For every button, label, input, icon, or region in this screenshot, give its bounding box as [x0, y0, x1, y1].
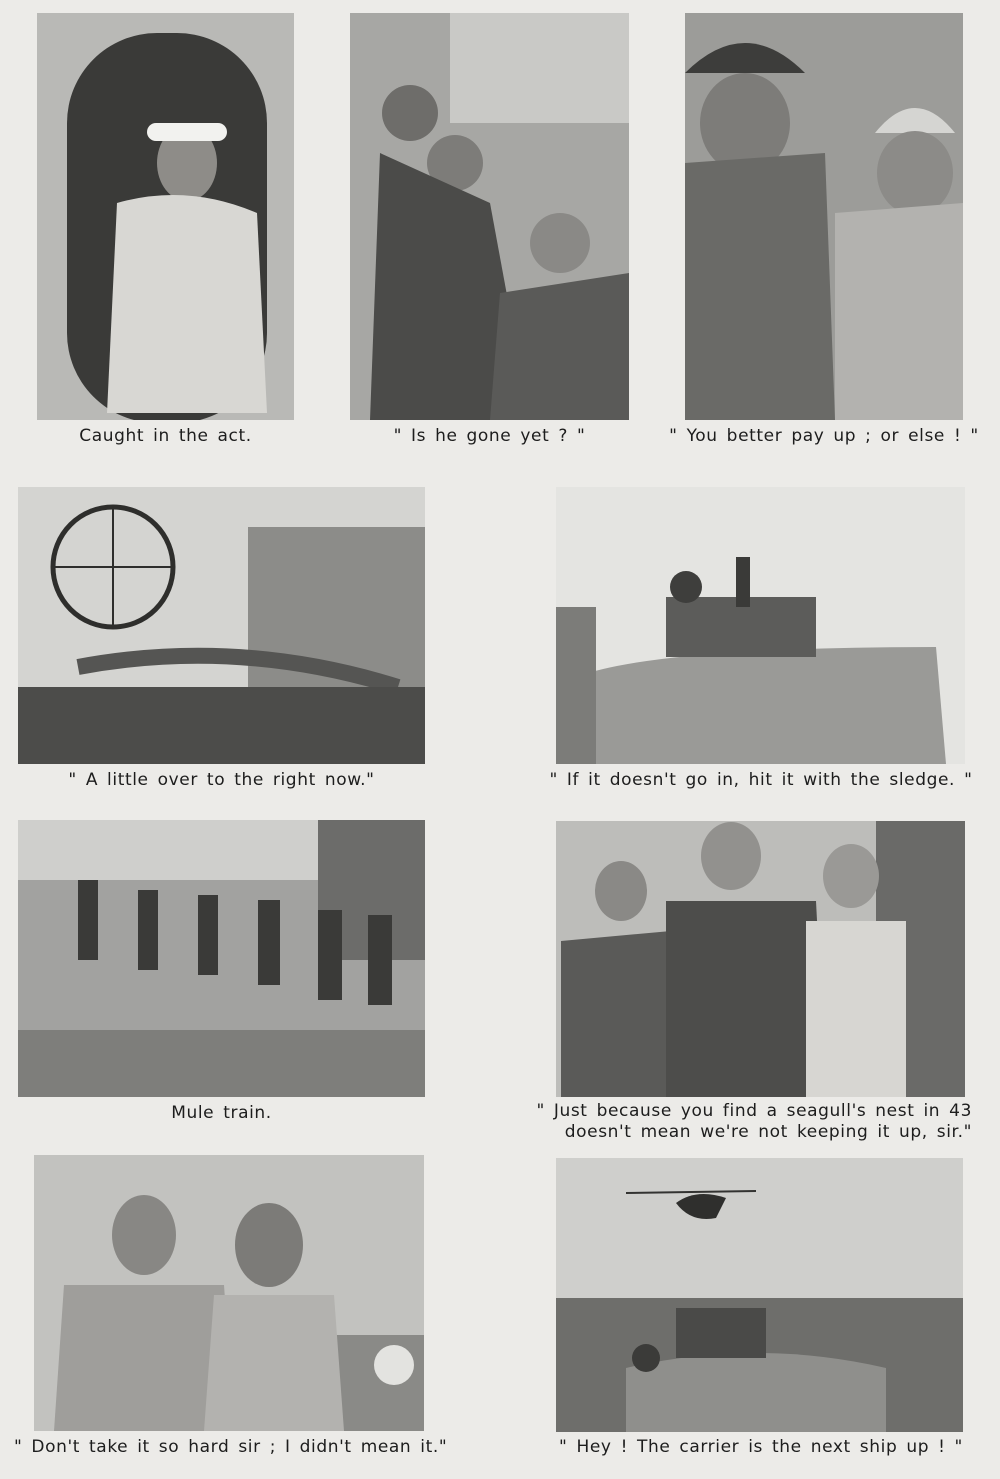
- caption-seagull-nest-line2: doesn't mean we're not keeping it up, sir.": [564, 1122, 972, 1142]
- caption-pay-up: " You better pay up ; or else ! ": [669, 426, 979, 446]
- helmeted-men-image: [685, 13, 963, 420]
- caption-is-he-gone: " Is he gone yet ? ": [393, 426, 586, 446]
- caption-little-over: " A little over to the right now.": [68, 770, 375, 790]
- caption-seagull-nest: [520, 1101, 972, 1143]
- two-men-talking-photo: [34, 1155, 424, 1431]
- sailors-peeking-image: [350, 13, 629, 420]
- two-men-talking-image: [34, 1155, 424, 1431]
- sailors-peeking-photo: [350, 13, 629, 420]
- gun-crew-deck-photo: [556, 487, 965, 764]
- caption-hit-with-sledge: " If it doesn't go in, hit it with the sledge. ": [549, 770, 973, 790]
- caption-seagull-nest-line1: " Just because you find a seagull's nest in 43: [536, 1101, 972, 1121]
- gun-mount-photo: [18, 487, 425, 764]
- caption-carrier-next-ship: " Hey ! The carrier is the next ship up ! ": [559, 1437, 963, 1457]
- caption-caught-in-act: Caught in the act.: [79, 426, 252, 446]
- caption-dont-take-it-hard: " Don't take it so hard sir ; I didn't mean it.": [14, 1437, 448, 1457]
- gun-mount-image: [18, 487, 425, 764]
- gun-crew-deck-image: [556, 487, 965, 764]
- helicopter-image: [556, 1158, 963, 1432]
- ammunition-line-image: [18, 820, 425, 1097]
- sailor-in-hatch-image: [37, 13, 294, 420]
- helicopter-photo: [556, 1158, 963, 1432]
- officers-on-deck-image: [556, 821, 965, 1097]
- sailor-in-hatch-photo: [37, 13, 294, 420]
- helmeted-men-photo: [685, 13, 963, 420]
- officers-on-deck-photo: [556, 821, 965, 1097]
- ammunition-line-photo: [18, 820, 425, 1097]
- caption-mule-train: Mule train.: [171, 1103, 272, 1123]
